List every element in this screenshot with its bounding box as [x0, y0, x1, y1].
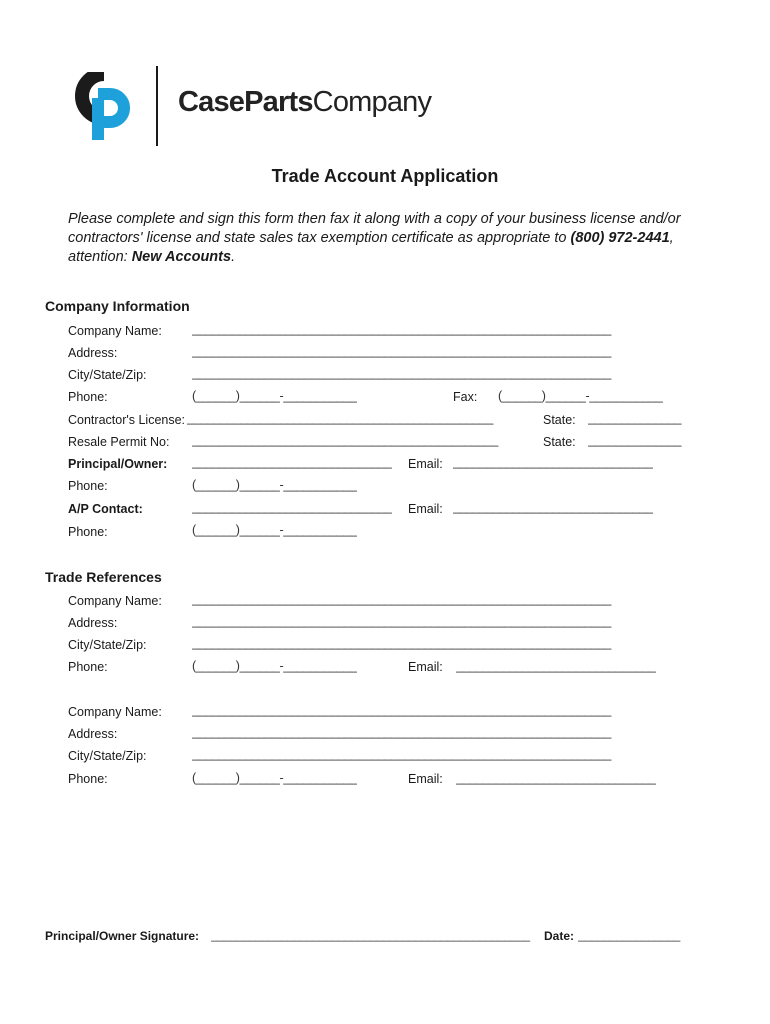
section-title-trade-references: Trade References: [45, 569, 162, 585]
ap-contact-label: A/P Contact:: [68, 502, 143, 516]
wordmark-bold: CaseParts: [178, 86, 313, 118]
ref2-city-state-zip-label: City/State/Zip:: [68, 749, 147, 763]
intro-text-3: .: [231, 249, 236, 265]
principal-phone-field[interactable]: (______)______-___________: [192, 478, 357, 492]
date-label: Date:: [544, 929, 575, 943]
ref1-email-label: Email:: [408, 660, 443, 674]
ref1-phone-field[interactable]: (______)______-___________: [192, 659, 357, 673]
instructions-paragraph: [68, 210, 718, 267]
company-name-field[interactable]: _______________________________________________________________: [192, 322, 612, 336]
principal-email-field[interactable]: ______________________________: [453, 455, 653, 469]
ap-phone-label: Phone:: [68, 525, 108, 539]
intro-text-1: Please complete and sign this form then fax it along with a copy of your business license and/or contractors' license and state sales tax exemption certificate as appropriate to: [68, 211, 681, 246]
principal-owner-label: Principal/Owner:: [68, 457, 168, 471]
wordmark-regular: Company: [312, 86, 432, 118]
ref1-address-field[interactable]: _______________________________________________________________: [192, 614, 612, 628]
ref1-company-name-field[interactable]: _______________________________________________________________: [192, 592, 612, 606]
principal-email-label: Email:: [408, 457, 443, 471]
fax-field[interactable]: (______)______-___________: [498, 389, 663, 403]
ref2-address-field[interactable]: _______________________________________________________________: [192, 725, 612, 739]
ref1-company-name-label: Company Name:: [68, 594, 162, 608]
company-wordmark: [178, 86, 431, 119]
caseparts-logo-icon: [72, 72, 136, 142]
resale-permit-field[interactable]: ______________________________________________: [192, 433, 498, 447]
ref1-city-state-zip-field[interactable]: _______________________________________________________________: [192, 636, 612, 650]
ap-email-label: Email:: [408, 502, 443, 516]
principal-phone-label: Phone:: [68, 479, 108, 493]
ref2-company-name-label: Company Name:: [68, 705, 162, 719]
ref1-email-field[interactable]: ______________________________: [456, 659, 656, 673]
date-field[interactable]: ________________: [578, 928, 680, 942]
resale-permit-label: Resale Permit No:: [68, 435, 170, 449]
license-state-field[interactable]: ______________: [588, 411, 682, 425]
attention-name: New Accounts: [131, 249, 232, 265]
address-label: Address:: [68, 346, 118, 360]
license-state-label: State:: [543, 413, 576, 427]
logo-divider: [156, 66, 158, 146]
ref2-phone-field[interactable]: (______)______-___________: [192, 771, 357, 785]
ref1-phone-label: Phone:: [68, 660, 108, 674]
ref2-email-field[interactable]: ______________________________: [456, 771, 656, 785]
section-title-company-information: Company Information: [45, 298, 190, 314]
ref2-email-label: Email:: [408, 772, 443, 786]
ref1-address-label: Address:: [68, 616, 118, 630]
permit-state-field[interactable]: ______________: [588, 433, 682, 447]
phone-label: Phone:: [68, 390, 108, 404]
city-state-zip-field[interactable]: _______________________________________________________________: [192, 366, 612, 380]
company-name-label: Company Name:: [68, 324, 162, 338]
ref2-address-label: Address:: [68, 727, 118, 741]
signature-field[interactable]: __________________________________________________: [211, 928, 530, 942]
principal-owner-field[interactable]: ______________________________: [192, 455, 392, 469]
contractors-license-label: Contractor's License:: [68, 413, 186, 427]
ref1-city-state-zip-label: City/State/Zip:: [68, 638, 147, 652]
address-field[interactable]: _______________________________________________________________: [192, 344, 612, 358]
fax-label: Fax:: [453, 390, 478, 404]
ap-phone-field[interactable]: (______)______-___________: [192, 523, 357, 537]
intro-text-2: , attention:: [68, 230, 674, 265]
ap-email-field[interactable]: ______________________________: [453, 500, 653, 514]
phone-field[interactable]: (______)______-___________: [192, 389, 357, 403]
ref2-company-name-field[interactable]: _______________________________________________________________: [192, 703, 612, 717]
ref2-city-state-zip-field[interactable]: _______________________________________________________________: [192, 747, 612, 761]
ref2-phone-label: Phone:: [68, 772, 108, 786]
contractors-license-field[interactable]: ______________________________________________: [187, 411, 493, 425]
permit-state-label: State:: [543, 435, 576, 449]
ap-contact-field[interactable]: ______________________________: [192, 500, 392, 514]
page-title: Trade Account Application: [271, 166, 499, 186]
city-state-zip-label: City/State/Zip:: [68, 368, 147, 382]
signature-label: Principal/Owner Signature:: [45, 929, 200, 943]
fax-number: (800) 972-2441: [570, 230, 670, 246]
